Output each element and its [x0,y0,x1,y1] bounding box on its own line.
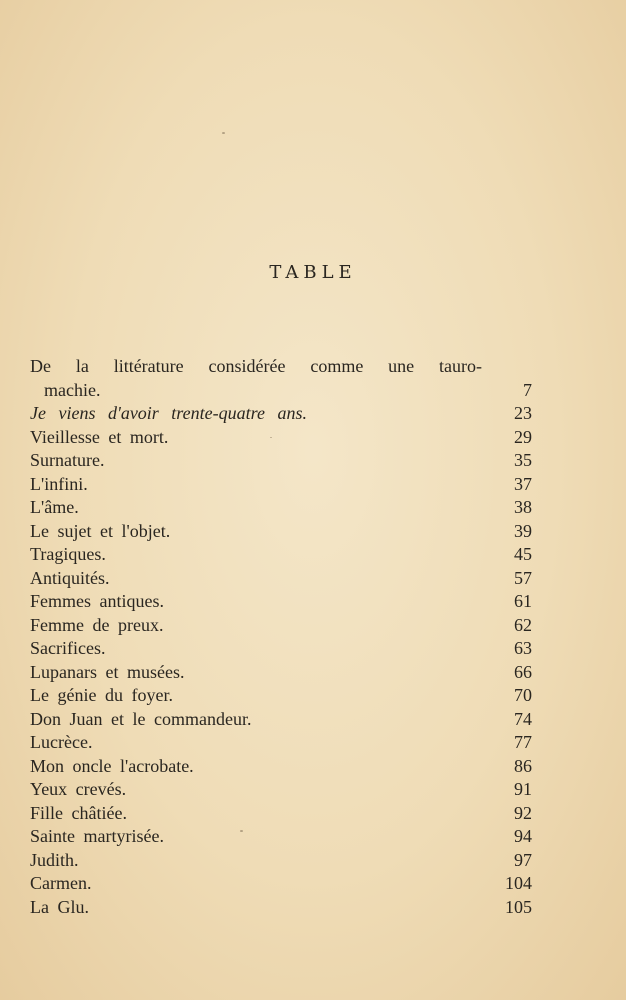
toc-entry-page-number: 70 [514,685,532,705]
paper-speck [222,132,225,134]
toc-entry-title: Je viens d'avoir trente-quatre ans. [30,403,307,423]
toc-entry-page-number: 29 [514,426,532,447]
toc-entry-page-number: 97 [514,849,532,870]
toc-entry [30,426,532,450]
toc-entry [30,778,532,802]
toc-entry [30,708,532,732]
toc-entry-page-number: 66 [514,661,532,682]
toc-entry-title: Lupanars et musées. [30,661,185,682]
toc-entry [30,872,532,896]
toc-entry-page-number: 39 [514,520,532,541]
toc-entry-title: Judith. [30,849,79,870]
toc-entry-title: L'âme. [30,497,79,517]
toc-entry-title: La Glu. [30,896,89,917]
toc-entry-page-number: 35 [514,450,532,470]
toc-entry [30,731,532,755]
toc-entry-title: Fille châtiée. [30,802,127,823]
toc-entry-title: Le sujet et l'objet. [30,520,171,541]
toc-entry-page-number: 91 [514,779,532,799]
toc-entry-page-number: 38 [514,497,532,517]
toc-entry [30,802,532,826]
toc-entry-title-continuation: machie. [44,379,101,400]
toc-entry-page-number: 74 [514,708,532,729]
toc-entry [30,520,532,544]
toc-entry-title: Le génie du foyer. [30,685,173,705]
toc-entry-title: Sacrifices. [30,638,106,658]
toc-entry-title-line: De la littérature considérée comme une tauro- [30,356,482,376]
toc-entry-page-number: 92 [514,802,532,823]
table-of-contents [30,355,532,919]
toc-entry-title: Yeux crevés. [30,779,127,799]
page-title: TABLE [269,262,357,283]
toc-entry [30,402,532,426]
toc-entry-page-number: 104 [505,873,532,893]
toc-entry-title: L'infini. [30,473,88,494]
toc-entry-title: Vieillesse et mort. [30,426,169,447]
toc-entry [30,590,532,614]
toc-entry-title: Sainte martyrisée. [30,826,164,846]
toc-entry-page-number: 94 [514,826,532,846]
toc-entry-page-number: 62 [514,614,532,635]
toc-entry-page-number: 86 [514,755,532,776]
toc-entry-page-number: 63 [514,638,532,658]
toc-entry [30,684,532,708]
toc-entry-page-number: 37 [514,473,532,494]
toc-entry-title: Carmen. [30,873,92,893]
toc-entry-title: Don Juan et le commandeur. [30,708,252,729]
toc-entry-title: Antiquités. [30,567,110,588]
toc-entry [30,355,532,402]
toc-entry [30,496,532,520]
toc-entry [30,614,532,638]
toc-entry [30,449,532,473]
toc-entry [30,825,532,849]
toc-entry [30,849,532,873]
toc-entry [30,567,532,591]
toc-entry-title: Tragiques. [30,544,106,564]
toc-entry-title: Lucrèce. [30,732,93,752]
toc-entry-title: Surnature. [30,450,105,470]
toc-entry [30,755,532,779]
toc-entry [30,473,532,497]
toc-entry-page-number: 61 [514,591,532,611]
toc-entry-page-number: 45 [514,544,532,564]
toc-entry-page-number: 7 [523,379,532,400]
toc-entry-page-number: 77 [514,732,532,752]
toc-entry [30,661,532,685]
toc-entry [30,543,532,567]
toc-entry-title: Femme de preux. [30,614,164,635]
toc-entry [30,637,532,661]
toc-entry-page-number: 57 [514,567,532,588]
toc-entry-title: Femmes antiques. [30,591,164,611]
toc-entry-page-number: 105 [505,896,532,917]
toc-entry [30,896,532,920]
toc-entry-title: Mon oncle l'acrobate. [30,755,194,776]
toc-entry-page-number: 23 [514,403,532,423]
